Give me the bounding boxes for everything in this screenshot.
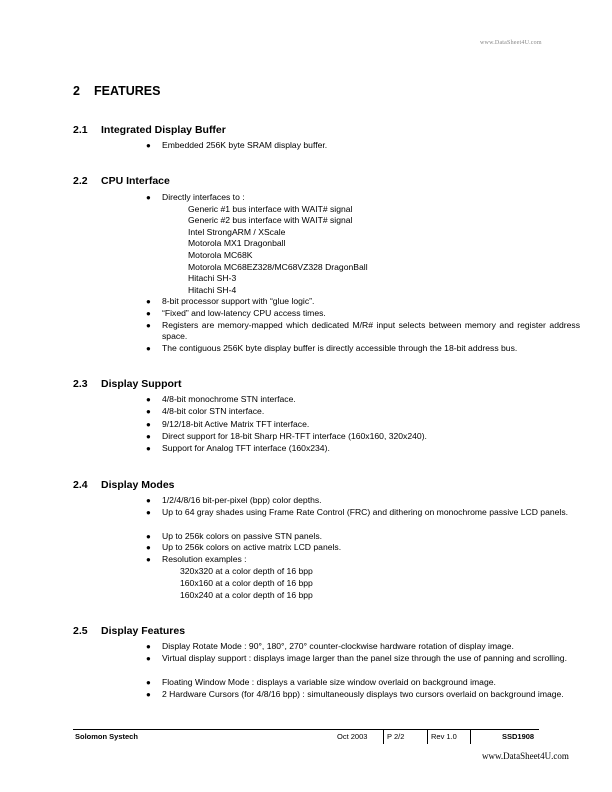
interface-item: Generic #2 bus interface with WAIT# signal xyxy=(188,215,353,226)
list-item: Up to 64 gray shades using Frame Rate Control (FRC) and dithering on monochrome passive LCD panels. xyxy=(162,507,569,517)
resolution-item: 160x240 at a color depth of 16 bpp xyxy=(180,589,313,600)
list-item: Virtual display support : displays image larger than the panel size through the use of panning and scrolling. xyxy=(162,653,567,663)
bullet-icon: ● xyxy=(146,297,151,307)
interface-item: Motorola MX1 Dragonball xyxy=(188,238,286,249)
list-item: 4/8-bit color STN interface. xyxy=(162,406,265,417)
bullet-icon: ● xyxy=(146,444,151,454)
bullet-icon: ● xyxy=(146,677,151,687)
bullet-icon: ● xyxy=(146,320,151,330)
watermark-bottom: www.DataSheet4U.com xyxy=(482,751,569,761)
list-item: 2 Hardware Cursors (for 4/8/16 bpp) : simultaneously displays two cursors overlaid on background image. xyxy=(162,688,564,699)
list-item: Resolution examples : xyxy=(162,554,247,565)
section-title: Display Modes xyxy=(101,479,175,491)
interface-item: Hitachi SH-4 xyxy=(188,284,237,295)
section-title: Display Features xyxy=(101,625,186,637)
list-item: Support for Analog TFT interface (160x234). xyxy=(162,443,330,454)
footer-divider xyxy=(383,730,384,744)
bullet-icon: ● xyxy=(146,193,151,202)
bullet-icon: ● xyxy=(146,543,151,553)
interface-item: Motorola MC68EZ328/MC68VZ328 DragonBall xyxy=(188,261,368,272)
section-title: CPU Interface xyxy=(101,175,170,187)
list-item: The contiguous 256K byte display buffer is directly accessible through the 18-bit address bus. xyxy=(162,342,518,353)
list-item: Up to 256k colors on passive STN panels. xyxy=(162,530,323,541)
section-number: 2.1 xyxy=(73,124,88,136)
resolution-item: 160x160 at a color depth of 16 bpp xyxy=(180,577,313,588)
bullet-icon: ● xyxy=(146,141,151,150)
bullet-icon: ● xyxy=(146,689,151,699)
bullet-icon: ● xyxy=(146,508,151,517)
footer-part-number: SSD1908 xyxy=(502,732,535,741)
section-number: 2.4 xyxy=(73,479,88,491)
bullet-icon: ● xyxy=(146,555,151,565)
footer-revision: Rev 1.0 xyxy=(431,732,457,741)
interface-item: Generic #1 bus interface with WAIT# signal xyxy=(188,203,353,214)
list-item: 9/12/18-bit Active Matrix TFT interface. xyxy=(162,418,310,429)
bullet-icon: ● xyxy=(146,654,151,663)
section-title: Integrated Display Buffer xyxy=(101,124,226,136)
watermark-top: www.DataSheet4U.com xyxy=(480,40,542,46)
interface-item: Intel StrongARM / XScale xyxy=(188,226,286,237)
section-number: 2.5 xyxy=(73,625,88,637)
list-item: Embedded 256K byte SRAM display buffer. xyxy=(162,140,328,150)
bullet-icon: ● xyxy=(146,343,151,353)
list-item: Direct support for 18-bit Sharp HR-TFT interface (160x160, 320x240). xyxy=(162,430,427,441)
bullet-icon: ● xyxy=(146,395,151,404)
section-title: Display Support xyxy=(101,378,182,390)
list-item: 4/8-bit monochrome STN interface. xyxy=(162,394,296,404)
list-item: Floating Window Mode : displays a variable size window overlaid on background image. xyxy=(162,676,496,687)
section-number: 2.3 xyxy=(73,378,88,390)
chapter-number: 2 xyxy=(73,84,80,98)
footer-divider xyxy=(427,730,428,744)
list-item: “Fixed” and low-latency CPU access times. xyxy=(162,308,326,318)
bullet-icon: ● xyxy=(146,407,151,417)
footer-page: P 2/2 xyxy=(387,732,405,741)
list-item: 8-bit processor support with “glue logic”. xyxy=(162,296,315,307)
section-number: 2.2 xyxy=(73,175,88,187)
footer-company: Solomon Systech xyxy=(75,732,138,741)
interface-item: Hitachi SH-3 xyxy=(188,273,237,284)
bullet-icon: ● xyxy=(146,309,151,318)
list-item: Up to 256k colors on active matrix LCD panels. xyxy=(162,542,342,553)
bullet-icon: ● xyxy=(146,531,151,541)
bullet-icon: ● xyxy=(146,431,151,441)
list-item: Directly interfaces to : xyxy=(162,192,245,202)
list-item: Registers are memory-mapped which dedicated M/R# input selects between memory and register address space. xyxy=(162,319,580,342)
footer-divider xyxy=(470,730,471,744)
chapter-title: FEATURES xyxy=(94,84,161,98)
bullet-icon: ● xyxy=(146,642,151,651)
interface-item: Motorola MC68K xyxy=(188,250,253,260)
bullet-icon: ● xyxy=(146,419,151,429)
list-item: 1/2/4/8/16 bit-per-pixel (bpp) color depths. xyxy=(162,495,322,505)
resolution-item: 320x320 at a color depth of 16 bpp xyxy=(180,566,313,576)
bullet-icon: ● xyxy=(146,496,151,505)
footer-date: Oct 2003 xyxy=(337,732,368,741)
list-item: Display Rotate Mode : 90°, 180°, 270° counter-clockwise hardware rotation of display image. xyxy=(162,641,514,651)
